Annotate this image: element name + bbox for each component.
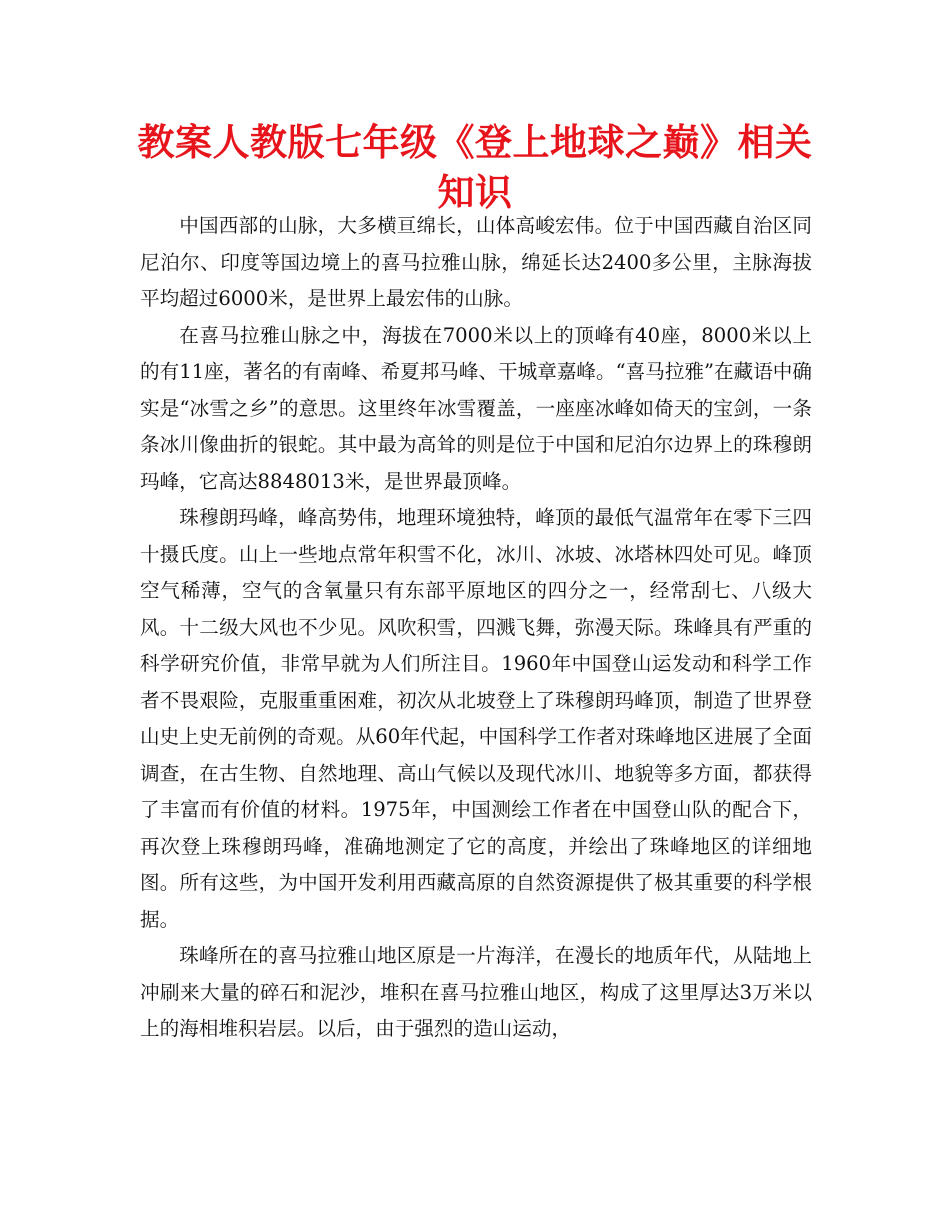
paragraph: 珠峰所在的喜马拉雅山地区原是一片海洋，在漫长的地质年代，从陆地上冲刷来大量的碎石和泥沙，堆积在喜马拉雅山地区，构成了这里厚达3万米以上的海相堆积岩层。以后，由于强烈的造山运动，	[140, 944, 812, 1040]
document-body	[140, 208, 812, 1048]
document-title: 教案人教版七年级《登上地球之巅》相关知识	[137, 121, 813, 214]
paragraph: 珠穆朗玛峰，峰高势伟，地理环境独特，峰顶的最低气温常年在零下三四十摄氏度。山上一些地点常年积雪不化，冰川、冰坡、冰塔林四处可见。峰顶空气稀薄，空气的含氧量只有东部平原地区的四分之一，经常刮七、八级大风。十二级大风也不少见。风吹积雪，四溅飞舞，弥漫天际。珠峰具有严重的科学研究价值，非常早就为人们所注目。1960年中国登山运发动和科学工作者不畏艰险，克服重重困难，初次从北坡登上了珠穆朗玛峰顶，制造了世界登山史上史无前例的奇观。从60年代起，中国科学工作者对珠峰地区进展了全面调查，在古生物、自然地理、高山气候以及现代冰川、地貌等多方面，都获得了丰富而有价值的材料。1975年，中国测绘工作者在中国登山队的配合下，再次登上珠穆朗玛峰，准确地测定了它的高度，并绘出了珠峰地区的详细地图。所有这些，为中国开发利用西藏高原的自然资源提供了极其重要的科学根据。	[140, 506, 812, 931]
paragraph: 中国西部的山脉，大多横亘绵长，山体高峻宏伟。位于中国西藏自治区同尼泊尔、印度等国边境上的喜马拉雅山脉，绵延长达2400多公里，主脉海拔平均超过6000米，是世界上最宏伟的山脉。	[140, 214, 812, 310]
paragraph: 在喜马拉雅山脉之中，海拔在7000米以上的顶峰有40座，8000米以上的有11座，著名的有南峰、希夏邦马峰、干城章嘉峰。“喜马拉雅”在藏语中确实是“冰雪之乡”的意思。这里终年冰雪覆盖，一座座冰峰如倚天的宝剑，一条条冰川像曲折的银蛇。其中最为高耸的则是位于中国和尼泊尔边界上的珠穆朗玛峰，它高达8848013米，是世界最顶峰。	[140, 323, 812, 493]
